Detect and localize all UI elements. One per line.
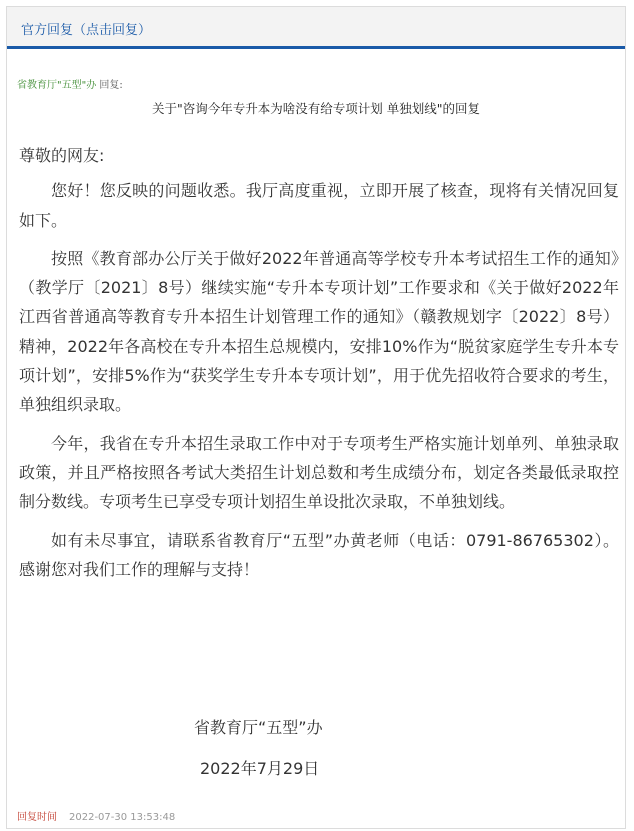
greeting: 尊敬的网友: [19,146,105,165]
reply-body [19,141,619,593]
reply-time-value: 2022-07-30 13:53:48 [69,812,176,823]
paragraph: 按照《教育部办公厅关于做好2022年普通高等学校专升本考试招生工作的通知》（教学厅〔2021〕8号）继续实施“专升本专项计划”工作要求和《关于做好2022年江西省普通高等教育专升本招生计划管理工作的通知》（赣教规划字〔2022〕8号）精神，2022年各高校在专升本招生总规模内，安排10%作为“脱贫家庭学生专升本专项计划”，安排5%作为“获奖学生专升本专项计划”，用于优先招收符合要求的考生，单独组织录取。 [19,248,619,415]
signature-date: 2022年7月29日 [200,759,320,778]
reply-time [17,808,175,823]
official-reply-tab[interactable] [7,7,625,49]
paragraph: 您好！您反映的问题收悉。我厅高度重视，立即开展了核查，现将有关情况回复如下。 [19,181,619,230]
reply-time-label: 回复时间 [17,812,57,823]
paragraph: 今年，我省在专升本招生录取工作中对于专项考生严格实施计划单列、单独录取政策，并且严格按照各考试大类招生计划总数和考生成绩分布，划定各类最低录取控制分数线。专项考生已享受专项计划招生单设批次录取，不单独划线。 [19,433,619,512]
replier-line [17,76,123,91]
reply-panel [6,6,626,829]
replier-org: 省教育厅"五型"办 [17,80,97,91]
replier-suffix: 回复: [96,80,123,91]
tab-title[interactable]: 官方回复（点击回复） [21,23,152,38]
reply-title: 关于"咨询今年专升本为啥没有给专项计划 单独划线"的回复 [152,101,480,116]
paragraph: 如有未尽事宜，请联系省教育厅“五型”办黄老师（电话：0791-86765302）。感谢您对我们工作的理解与支持！ [19,530,619,579]
signature-org: 省教育厅“五型”办 [194,718,323,737]
